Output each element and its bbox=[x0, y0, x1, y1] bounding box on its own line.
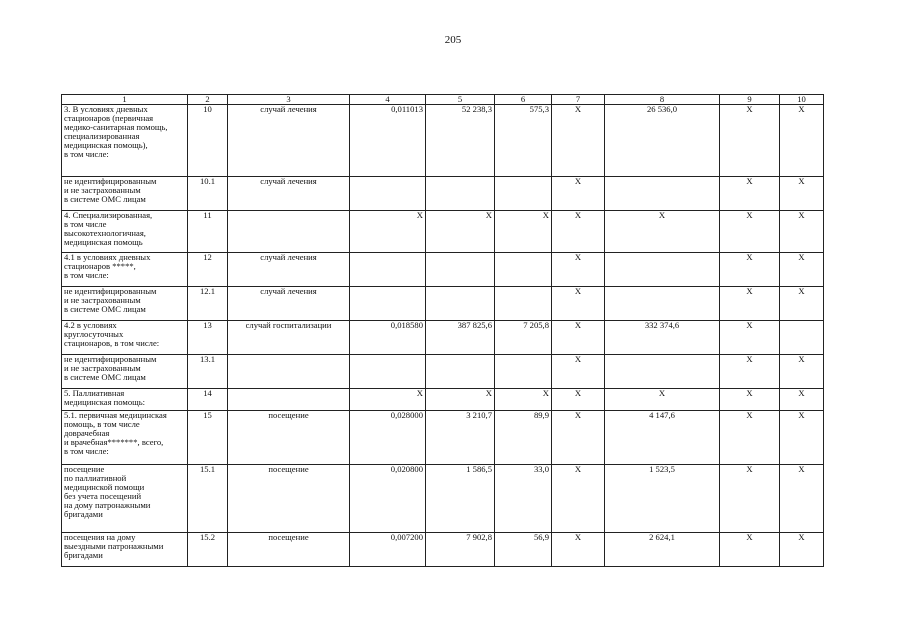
table-row bbox=[62, 533, 824, 567]
table-cell-col-10: X bbox=[780, 211, 824, 253]
table-cell-col-5 bbox=[426, 253, 495, 287]
table-cell-col-8: 1 523,5 bbox=[605, 465, 720, 533]
table-cell-col-1: 4.2 в условиях круглосуточных стационаров, в том числе: bbox=[62, 321, 188, 355]
table-cell-col-1: 5.1. первичная медицинская помощь, в том числе доврачебная и врачебная*******, всего, в том числе: bbox=[62, 411, 188, 465]
table-cell-col-4: X bbox=[350, 211, 426, 253]
table-cell-col-2: 13.1 bbox=[188, 355, 228, 389]
page-number: 205 bbox=[444, 34, 462, 46]
table-cell-col-9: X bbox=[720, 253, 780, 287]
table-cell-col-6 bbox=[495, 177, 552, 211]
table-cell-col-3: случай лечения bbox=[228, 253, 350, 287]
table-row bbox=[62, 211, 824, 253]
table-cell-col-5: X bbox=[426, 211, 495, 253]
table-cell-col-3: случай госпитализации bbox=[228, 321, 350, 355]
table-cell-col-2: 12.1 bbox=[188, 287, 228, 321]
table-cell-col-1: не идентифицированным и не застрахованным в системе ОМС лицам bbox=[62, 177, 188, 211]
table-cell-col-2: 15 bbox=[188, 411, 228, 465]
table-cell-col-5: 7 902,8 bbox=[426, 533, 495, 567]
column-header: 1 bbox=[62, 95, 188, 105]
table-cell-col-7: X bbox=[552, 253, 605, 287]
table-cell-col-6: 575,3 bbox=[495, 105, 552, 177]
table-cell-col-2: 15.1 bbox=[188, 465, 228, 533]
table-cell-col-2: 11 bbox=[188, 211, 228, 253]
table-cell-col-7: X bbox=[552, 105, 605, 177]
table-cell-col-7: X bbox=[552, 389, 605, 411]
table-cell-col-4 bbox=[350, 287, 426, 321]
table-cell-col-9: X bbox=[720, 105, 780, 177]
table-cell-col-4 bbox=[350, 355, 426, 389]
column-header: 3 bbox=[228, 95, 350, 105]
table-cell-col-2: 13 bbox=[188, 321, 228, 355]
table-cell-col-5: 52 238,3 bbox=[426, 105, 495, 177]
column-header: 7 bbox=[552, 95, 605, 105]
table-cell-col-7: X bbox=[552, 411, 605, 465]
table-cell-col-8: 26 536,0 bbox=[605, 105, 720, 177]
table-cell-col-8 bbox=[605, 287, 720, 321]
table-cell-col-9: X bbox=[720, 211, 780, 253]
table-cell-col-4: 0,028000 bbox=[350, 411, 426, 465]
table-cell-col-8: X bbox=[605, 389, 720, 411]
table-cell-col-6 bbox=[495, 253, 552, 287]
table-cell-col-3: посещение bbox=[228, 533, 350, 567]
table-row bbox=[62, 465, 824, 533]
table-cell-col-3: посещение bbox=[228, 465, 350, 533]
table-cell-col-6 bbox=[495, 355, 552, 389]
table-cell-col-5: 387 825,6 bbox=[426, 321, 495, 355]
table-cell-col-10: X bbox=[780, 287, 824, 321]
table-cell-col-1: 3. В условиях дневных стационаров (первичная медико-санитарная помощь, специализированная медицинская помощь), в том числе: bbox=[62, 105, 188, 177]
table-cell-col-10: X bbox=[780, 105, 824, 177]
table-cell-col-10: X bbox=[780, 411, 824, 465]
table-cell-col-6: 33,0 bbox=[495, 465, 552, 533]
column-header: 2 bbox=[188, 95, 228, 105]
table-cell-col-10: X bbox=[780, 465, 824, 533]
table-row bbox=[62, 287, 824, 321]
table-cell-col-9: X bbox=[720, 533, 780, 567]
table-cell-col-3: посещение bbox=[228, 411, 350, 465]
table-cell-col-1: 5. Паллиативная медицинская помощь: bbox=[62, 389, 188, 411]
table-cell-col-5: 1 586,5 bbox=[426, 465, 495, 533]
table-cell-col-8: X bbox=[605, 211, 720, 253]
table-cell-col-6: 89,9 bbox=[495, 411, 552, 465]
table-cell-col-8: 2 624,1 bbox=[605, 533, 720, 567]
table-cell-col-3 bbox=[228, 355, 350, 389]
table-cell-col-5 bbox=[426, 177, 495, 211]
table-cell-col-1: не идентифицированным и не застрахованным в системе ОМС лицам bbox=[62, 355, 188, 389]
table-cell-col-3: случай лечения bbox=[228, 105, 350, 177]
table-cell-col-1: посещения на дому выездными патронажными бригадами bbox=[62, 533, 188, 567]
table-cell-col-8 bbox=[605, 253, 720, 287]
column-header: 4 bbox=[350, 95, 426, 105]
table-cell-col-3: случай лечения bbox=[228, 287, 350, 321]
table-cell-col-3: случай лечения bbox=[228, 177, 350, 211]
table-cell-col-9: X bbox=[720, 465, 780, 533]
table-cell-col-5 bbox=[426, 355, 495, 389]
table-cell-col-2: 12 bbox=[188, 253, 228, 287]
table-cell-col-6: X bbox=[495, 211, 552, 253]
table-cell-col-3 bbox=[228, 211, 350, 253]
table-cell-col-2: 15.2 bbox=[188, 533, 228, 567]
data-table bbox=[61, 94, 824, 567]
table-row bbox=[62, 411, 824, 465]
table-cell-col-3 bbox=[228, 389, 350, 411]
table-cell-col-7: X bbox=[552, 177, 605, 211]
table-cell-col-7: X bbox=[552, 533, 605, 567]
table-cell-col-10: X bbox=[780, 177, 824, 211]
table-cell-col-8 bbox=[605, 177, 720, 211]
table-cell-col-10: X bbox=[780, 355, 824, 389]
table-cell-col-4: X bbox=[350, 389, 426, 411]
table-cell-col-7: X bbox=[552, 211, 605, 253]
column-header: 5 bbox=[426, 95, 495, 105]
table-cell-col-2: 14 bbox=[188, 389, 228, 411]
column-header: 8 bbox=[605, 95, 720, 105]
table-cell-col-2: 10 bbox=[188, 105, 228, 177]
table-cell-col-4: 0,011013 bbox=[350, 105, 426, 177]
column-header: 6 bbox=[495, 95, 552, 105]
table-cell-col-8: 332 374,6 bbox=[605, 321, 720, 355]
table-cell-col-1: 4. Специализированная, в том числе высокотехнологичная, медицинская помощь bbox=[62, 211, 188, 253]
table-cell-col-9: X bbox=[720, 321, 780, 355]
table-cell-col-1: не идентифицированным и не застрахованным в системе ОМС лицам bbox=[62, 287, 188, 321]
table-cell-col-4: 0,020800 bbox=[350, 465, 426, 533]
table-cell-col-7: X bbox=[552, 287, 605, 321]
table-cell-col-7: X bbox=[552, 355, 605, 389]
table-row bbox=[62, 355, 824, 389]
table-row bbox=[62, 321, 824, 355]
table-cell-col-10: X bbox=[780, 533, 824, 567]
column-header: 10 bbox=[780, 95, 824, 105]
table-cell-col-5: 3 210,7 bbox=[426, 411, 495, 465]
table-cell-col-7: X bbox=[552, 321, 605, 355]
table-cell-col-1: 4.1 в условиях дневных стационаров *****, в том числе: bbox=[62, 253, 188, 287]
table-cell-col-9: X bbox=[720, 177, 780, 211]
table-cell-col-2: 10.1 bbox=[188, 177, 228, 211]
table-cell-col-6 bbox=[495, 287, 552, 321]
table-cell-col-6: 7 205,8 bbox=[495, 321, 552, 355]
table-row bbox=[62, 177, 824, 211]
table-cell-col-10: X bbox=[780, 253, 824, 287]
table-cell-col-9: X bbox=[720, 389, 780, 411]
table-cell-col-5 bbox=[426, 287, 495, 321]
table-cell-col-4: 0,007200 bbox=[350, 533, 426, 567]
table-cell-col-4 bbox=[350, 177, 426, 211]
table-cell-col-8 bbox=[605, 355, 720, 389]
table-cell-col-7: X bbox=[552, 465, 605, 533]
column-header: 9 bbox=[720, 95, 780, 105]
table-cell-col-9: X bbox=[720, 355, 780, 389]
table-row bbox=[62, 389, 824, 411]
table-row bbox=[62, 253, 824, 287]
table-cell-col-10: X bbox=[780, 389, 824, 411]
table-cell-col-4 bbox=[350, 253, 426, 287]
table-cell-col-6: 56,9 bbox=[495, 533, 552, 567]
table-cell-col-5: X bbox=[426, 389, 495, 411]
table-cell-col-9: X bbox=[720, 287, 780, 321]
table-cell-col-6: X bbox=[495, 389, 552, 411]
table-row bbox=[62, 105, 824, 177]
table-cell-col-8: 4 147,6 bbox=[605, 411, 720, 465]
table-cell-col-1: посещение по паллиативной медицинской помощи без учета посещений на дому патронажными бригадами bbox=[62, 465, 188, 533]
table-cell-col-9: X bbox=[720, 411, 780, 465]
table-cell-col-4: 0,018580 bbox=[350, 321, 426, 355]
table-header-row bbox=[62, 95, 824, 105]
table-cell-col-10 bbox=[780, 321, 824, 355]
